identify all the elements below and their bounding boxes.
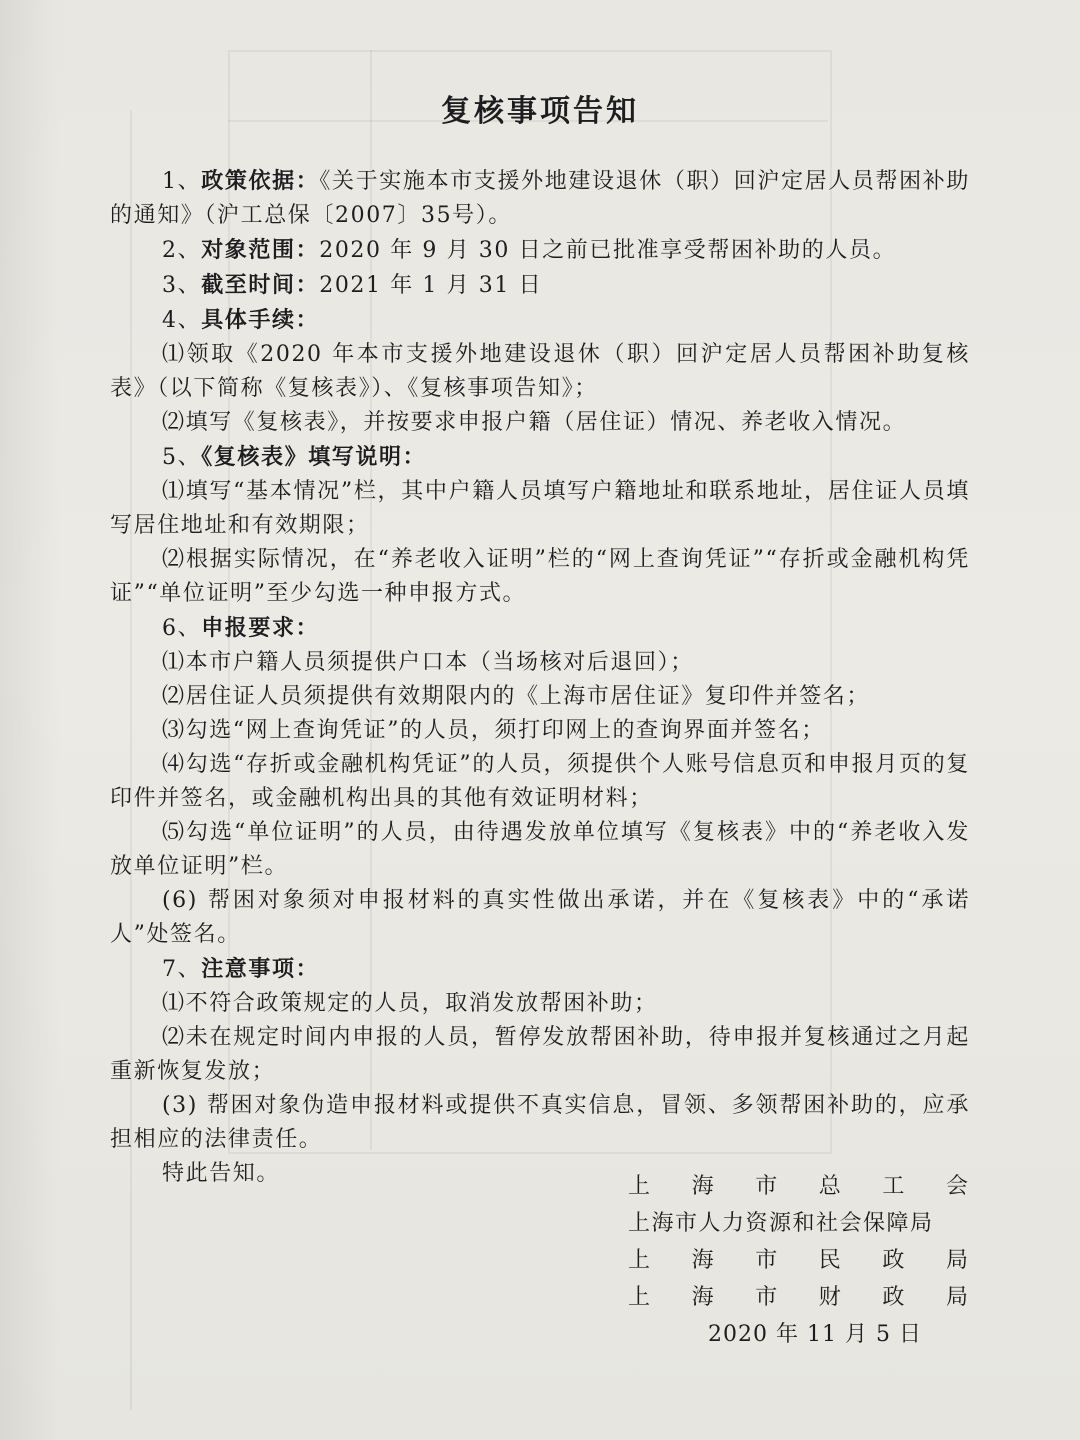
- instruction-paragraph: ⑴填写“基本情况”栏，其中户籍人员填写户籍地址和联系地址，居住证人员填写居住地址和有效期限；: [110, 479, 970, 538]
- issuer-char: 民: [818, 1248, 841, 1273]
- issuer-char: 上: [628, 1248, 651, 1273]
- item-policy-basis: [110, 164, 970, 233]
- section-label: 《复核表》填写说明：: [201, 444, 427, 470]
- section-label: 申报要求：: [201, 615, 320, 641]
- closing-remark: 特此告知。: [162, 1161, 281, 1186]
- issuer-char: 总: [818, 1174, 841, 1199]
- section-requirements-heading: [110, 611, 970, 646]
- issuer-char: 政: [882, 1285, 905, 1310]
- section-number: 7、: [162, 957, 202, 982]
- procedure-paragraph: ⑵填写《复核表》，并按要求申报户籍（居住证）情况、养老收入情况。: [162, 410, 907, 435]
- section-label: 注意事项：: [201, 956, 320, 982]
- issuer-char: 财: [818, 1285, 841, 1310]
- issuer-char: 上: [628, 1174, 651, 1199]
- item-target-scope: [110, 233, 970, 268]
- section-notes-heading: [110, 952, 970, 987]
- requirement-paragraph: ⑷勾选“存折或金融机构凭证”的人员，须提供个人账号信息页和申报月页的复印件并签名，或金融机构出具的其他有效证明材料；: [110, 752, 970, 811]
- issue-date: 2020 年 11 月 5 日: [708, 1322, 922, 1347]
- page-edge-shadow: [0, 0, 60, 1440]
- item-text: 2021 年 1 月 31 日: [319, 273, 543, 298]
- issuer-civil-affairs-bureau: [628, 1242, 968, 1279]
- note-paragraph: ⑴不符合政策规定的人员，取消发放帮困补助；: [162, 991, 658, 1016]
- issuer-char: 海: [691, 1285, 714, 1310]
- issuer-human-resources-bureau: [628, 1205, 968, 1242]
- item-text: 2020 年 9 月 30 日之前已批准享受帮困补助的人员。: [319, 238, 897, 263]
- item-number: 1、: [162, 169, 202, 194]
- issuer-char: 政: [882, 1248, 905, 1273]
- section-form-instructions-heading: [110, 440, 970, 475]
- issuer-name: 上海市人力资源和社会保障局: [628, 1211, 934, 1236]
- notice-body: [110, 90, 970, 1191]
- section-number: 5、: [162, 445, 202, 470]
- item-label: 政策依据：: [201, 168, 320, 194]
- procedure-paragraph: ⑴领取《2020 年本市支援外地建设退休（职）回沪定居人员帮困补助复核表》（以下简称《复核表》）、《复核事项告知》；: [110, 342, 970, 401]
- section-label: 具体手续：: [201, 307, 320, 333]
- requirement-paragraph: ⑴本市户籍人员须提供户口本（当场核对后退回）；: [162, 650, 694, 675]
- note-paragraph: ⑵未在规定时间内申报的人员，暂停发放帮困补助，待申报并复核通过之月起重新恢复发放；: [110, 1025, 970, 1084]
- issuer-char: 市: [755, 1248, 778, 1273]
- item-number: 2、: [162, 238, 202, 263]
- item-label: 截至时间：: [201, 272, 320, 298]
- section-number: 4、: [162, 308, 202, 333]
- issuer-finance-bureau: [628, 1279, 968, 1316]
- issuer-char: 海: [691, 1248, 714, 1273]
- issuer-char: 会: [945, 1174, 968, 1199]
- instruction-paragraph: ⑵根据实际情况，在“养老收入证明”栏的“网上查询凭证”“存折或金融机构凭证”“单位证明”至少勾选一种申报方式。: [110, 547, 970, 606]
- requirement-paragraph: ⑸勾选“单位证明”的人员，由待遇发放单位填写《复核表》中的“养老收入发放单位证明”栏。: [110, 820, 970, 879]
- requirement-paragraph: ⑵居住证人员须提供有效期限内的《上海市居住证》复印件并签名；: [162, 684, 871, 709]
- item-label: 对象范围：: [201, 237, 320, 263]
- item-deadline: [110, 268, 970, 303]
- issuer-char: 海: [691, 1174, 714, 1199]
- document-title: 复核事项告知: [441, 94, 639, 129]
- note-paragraph: (3) 帮困对象伪造申报材料或提供不真实信息，冒领、多领帮困补助的，应承担相应的法律责任。: [110, 1093, 970, 1152]
- issuer-char: 市: [755, 1174, 778, 1199]
- section-number: 6、: [162, 616, 202, 641]
- item-text: 《关于实施本市支援外地建设退休（职）回沪定居人员帮困补助的通知》（沪工总保〔2007〕35号）。: [110, 169, 970, 228]
- issuer-char: 工: [882, 1174, 905, 1199]
- issuer-char: 市: [755, 1285, 778, 1310]
- issuer-char: 局: [945, 1285, 968, 1310]
- issuer-char: 上: [628, 1285, 651, 1310]
- requirement-paragraph: (6) 帮困对象须对申报材料的真实性做出承诺，并在《复核表》中的“承诺人”处签名。: [110, 888, 970, 947]
- issuer-shanghai-federation-of-trade-unions: [628, 1168, 968, 1205]
- section-procedures-heading: [110, 303, 970, 338]
- requirement-paragraph: ⑶勾选“网上查询凭证”的人员，须打印网上的查询界面并签名；: [162, 718, 825, 743]
- issuing-authorities: [628, 1168, 968, 1316]
- item-number: 3、: [162, 273, 202, 298]
- issuer-char: 局: [945, 1248, 968, 1273]
